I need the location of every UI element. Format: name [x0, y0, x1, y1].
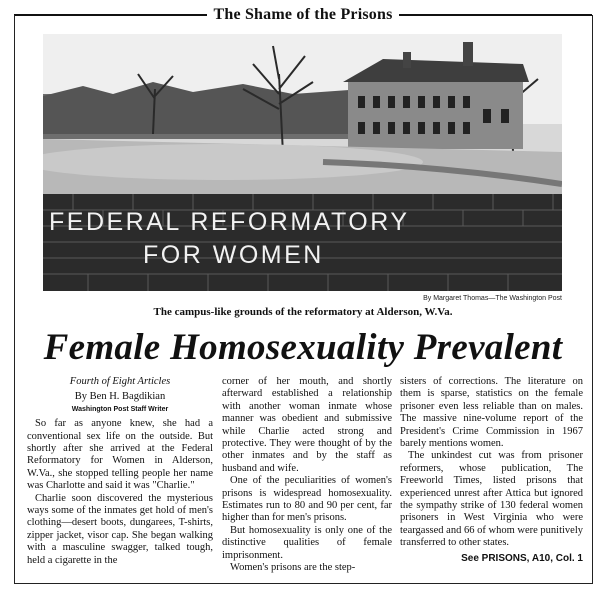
- body-paragraph: But homosexuality is only one of the distinctive qualities of female imprisonment.: [222, 524, 392, 561]
- body-paragraph: corner of her mouth, and shortly afterward established a relationship with another woman inmate whose manner was obedient and submissive while Charlie acted strong and protective. They were thought of by the other inmates and by the staff as husband and wife.: [222, 376, 392, 474]
- frame-left-rule: [14, 15, 15, 583]
- article-headline: Female Homosexuality Prevalent: [43, 327, 563, 368]
- photo-caption: The campus-like grounds of the reformatory at Alderson, W.Va.: [153, 306, 453, 318]
- body-paragraph: Women's prisons are the step-: [230, 562, 356, 574]
- kicker-rule-left: [14, 14, 207, 16]
- series-label: Fourth of Eight Articles: [69, 376, 171, 387]
- section-kicker-text: The Shame of the Prisons: [213, 6, 393, 23]
- body-paragraph: One of the peculiarities of women's prisons is widespread homosexuality. Estimates run to 80 and 90 per cent, far higher than for men's prisons.: [222, 475, 392, 524]
- section-kicker: [14, 6, 592, 24]
- photo-credit: By Margaret Thomas—The Washington Post: [423, 295, 562, 302]
- article-column-3: [400, 376, 583, 565]
- frame-bottom-rule: [14, 583, 593, 584]
- article-column-2: [222, 376, 392, 575]
- body-paragraph: sisters of corrections. The literature on them is sparse, statistics on the female prisoner even less reliable than on males. The massive nine-volume report of the President's Crime Commission in 1967 barely mentions women.: [400, 376, 583, 450]
- body-paragraph: So far as anyone knew, she had a conventional sex life on the outside. But shortly after she arrived at the Federal Reformatory for Women in Alderson, W.Va., she stopped telling people her name was Charlotte and said it was "Charlie.": [27, 418, 213, 492]
- frame-right-rule: [592, 15, 593, 583]
- reformatory-sign-wall: [43, 194, 562, 291]
- reformatory-photo: [43, 34, 562, 291]
- article-column-1: [27, 376, 213, 567]
- kicker-rule-right: [399, 14, 592, 16]
- continuation-jump: See PRISONS, A10, Col. 1: [461, 552, 583, 564]
- sign-line-1: FEDERAL REFORMATORY: [49, 208, 410, 236]
- byline: By Ben H. Bagdikian: [74, 391, 166, 403]
- byline-org: Washington Post Staff Writer: [71, 405, 169, 413]
- sign-line-2: FOR WOMEN: [143, 241, 324, 269]
- body-paragraph: Charlie soon discovered the mysterious ways some of the inmates get hold of men's clothing—desert boots, dungarees, T-shirts, zipper jacket, visor cap. She began walking with a masculine swagger, talked tough, held a cigarette in the: [27, 492, 213, 566]
- body-paragraph: The unkindest cut was from prisoner reformers, whose publication, The Freeworld Times, listed prisons that experienced unrest after Attica but ignored the sympathy strike of 130 federal women prisoners in West Virginia who were teargassed and 66 of whom were punitively transferred to other states.: [400, 450, 583, 549]
